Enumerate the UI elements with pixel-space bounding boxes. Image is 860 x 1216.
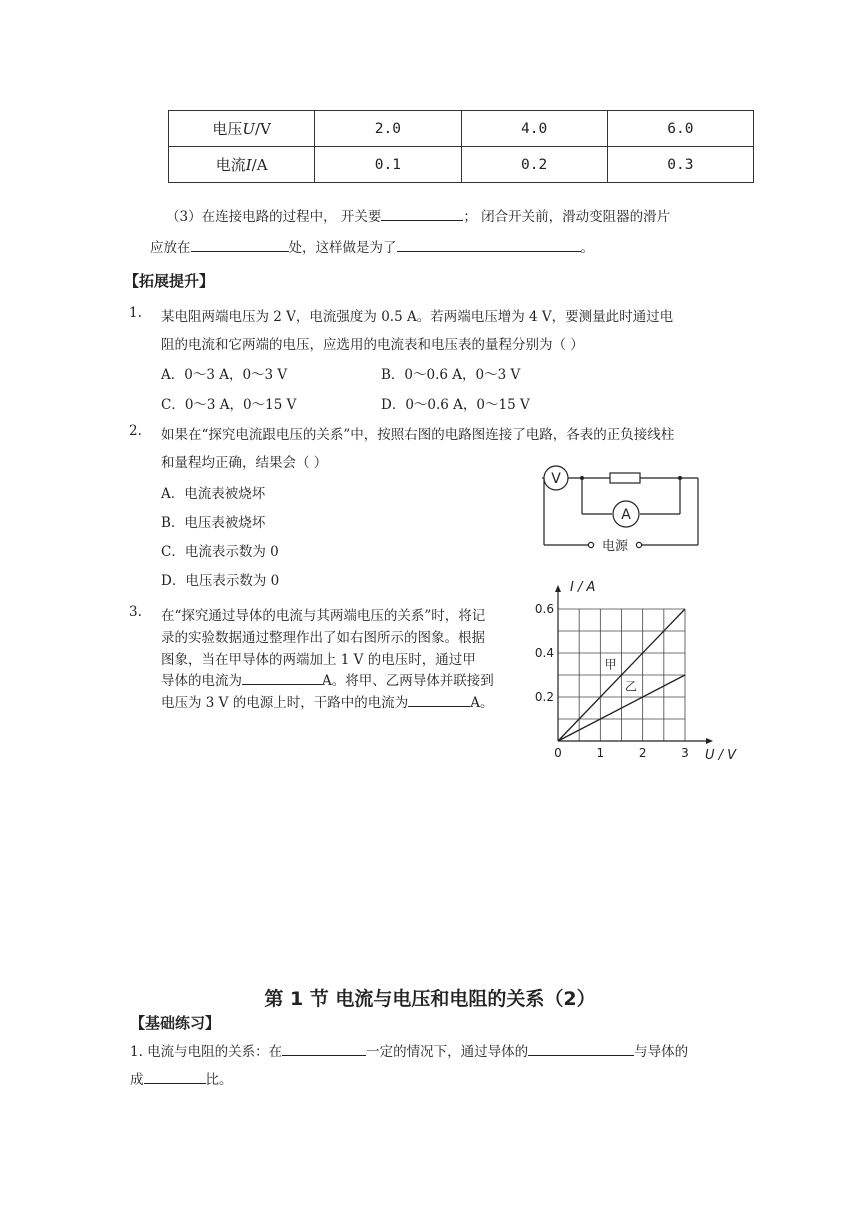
- table-cell: 0.3: [607, 147, 753, 183]
- question-text: 导体的电流为 A。将甲、乙两导体并联接到: [161, 669, 494, 689]
- series-label: 乙: [624, 679, 637, 694]
- table-row-label: 电流I/A: [169, 147, 315, 183]
- option-b[interactable]: B．电压表被烧坏: [161, 515, 266, 531]
- y-tick-label: 0.2: [534, 690, 554, 704]
- y-axis-label: I / A: [570, 580, 596, 595]
- svg-text:A: A: [621, 507, 631, 523]
- question-text: 1. 电流与电阻的关系：在 一定的情况下，通过导体的 与导体的: [130, 1040, 688, 1060]
- question-number: 3.: [129, 604, 142, 620]
- answer-blank[interactable]: [397, 237, 581, 252]
- circuit-diagram: [528, 458, 710, 556]
- question-text: 如果在“探究电流跟电压的关系”中，按照右图的电路图连接了电路，各表的正负接线柱: [161, 427, 675, 443]
- option-a[interactable]: A．电流表被烧坏: [161, 486, 266, 502]
- table-row-label: 电压U/V: [169, 111, 315, 147]
- y-tick-label: 0.6: [534, 602, 554, 616]
- x-tick-label: 0: [554, 746, 562, 760]
- question-text: 某电阻两端电压为 2 V，电流强度为 0.5 A。若两端电压增为 4 V，要测量此时通过电: [161, 309, 674, 325]
- ammeter-icon: [613, 501, 639, 527]
- answer-blank[interactable]: [381, 206, 463, 221]
- option-c[interactable]: C．电流表示数为 0: [161, 544, 279, 560]
- option-b[interactable]: B．0～0.6 A，0～3 V: [381, 367, 521, 383]
- question-number: 1.: [129, 305, 142, 321]
- x-tick-label: 3: [681, 746, 689, 760]
- x-tick-label: 1: [596, 746, 605, 760]
- table-cell: 6.0: [607, 111, 753, 147]
- table-row: [169, 111, 754, 147]
- option-d[interactable]: D．电压表示数为 0: [161, 573, 280, 589]
- x-axis-arrow-icon: [706, 738, 713, 744]
- section-heading: 【基础练习】: [130, 1014, 221, 1032]
- answer-blank[interactable]: [528, 1041, 634, 1056]
- question-text: 录的实验数据通过整理作出了如右图所示的图象。根据: [161, 630, 485, 646]
- junction-dot: [580, 476, 584, 480]
- voltmeter-icon: [544, 466, 568, 490]
- section-heading: 【拓展提升】: [124, 272, 215, 290]
- answer-blank[interactable]: [282, 1041, 366, 1056]
- iu-chart: [530, 576, 737, 763]
- svg-text:V: V: [551, 471, 561, 487]
- answer-blank[interactable]: [242, 670, 322, 685]
- q3-part-line2: 应放在 处，这样做是为了 。: [150, 236, 594, 256]
- option-d[interactable]: D．0～0.6 A，0～15 V: [381, 397, 530, 413]
- question-text: 和量程均正确，结果会（ ）: [161, 455, 328, 471]
- data-table: [168, 110, 754, 183]
- table-cell: 0.1: [315, 147, 461, 183]
- page-title: 第 1 节 电流与电压和电阻的关系（2）: [264, 988, 596, 1010]
- y-tick-label: 0.4: [534, 646, 554, 660]
- answer-blank[interactable]: [144, 1069, 206, 1084]
- table-row: [169, 147, 754, 183]
- option-c[interactable]: C．0～3 A，0～15 V: [161, 397, 297, 413]
- question-number: 2.: [129, 423, 142, 439]
- terminal-icon: [636, 542, 641, 547]
- power-source-label: 电源: [601, 539, 629, 554]
- series-label: 甲: [604, 657, 617, 672]
- option-a[interactable]: A．0～3 A，0～3 V: [161, 367, 288, 383]
- answer-blank[interactable]: [191, 237, 289, 252]
- junction-dot: [678, 476, 682, 480]
- answer-blank[interactable]: [408, 692, 470, 707]
- q3-part-line1: （3）在连接电路的过程中， 开关要 ； 闭合开关前，滑动变阻器的滑片: [166, 205, 670, 225]
- question-text: 电压为 3 V 的电源上时，干路中的电流为 A。: [161, 691, 493, 711]
- y-axis-arrow-icon: [555, 585, 561, 592]
- terminal-icon: [588, 542, 593, 547]
- question-text: 在“探究通过导体的电流与其两端电压的关系”时，将记: [161, 608, 486, 624]
- table-cell: 4.0: [461, 111, 607, 147]
- question-text: 成 比。: [130, 1068, 233, 1088]
- x-axis-label: U / V: [705, 748, 737, 763]
- table-cell: 0.2: [461, 147, 607, 183]
- question-text: 阻的电流和它两端的电压，应选用的电流表和电压表的量程分别为（ ）: [161, 337, 584, 353]
- table-cell: 2.0: [315, 111, 461, 147]
- x-tick-label: 2: [638, 746, 647, 760]
- question-text: 图象，当在甲导体的两端加上 1 V 的电压时，通过甲: [161, 652, 476, 668]
- resistor-icon: [610, 473, 640, 483]
